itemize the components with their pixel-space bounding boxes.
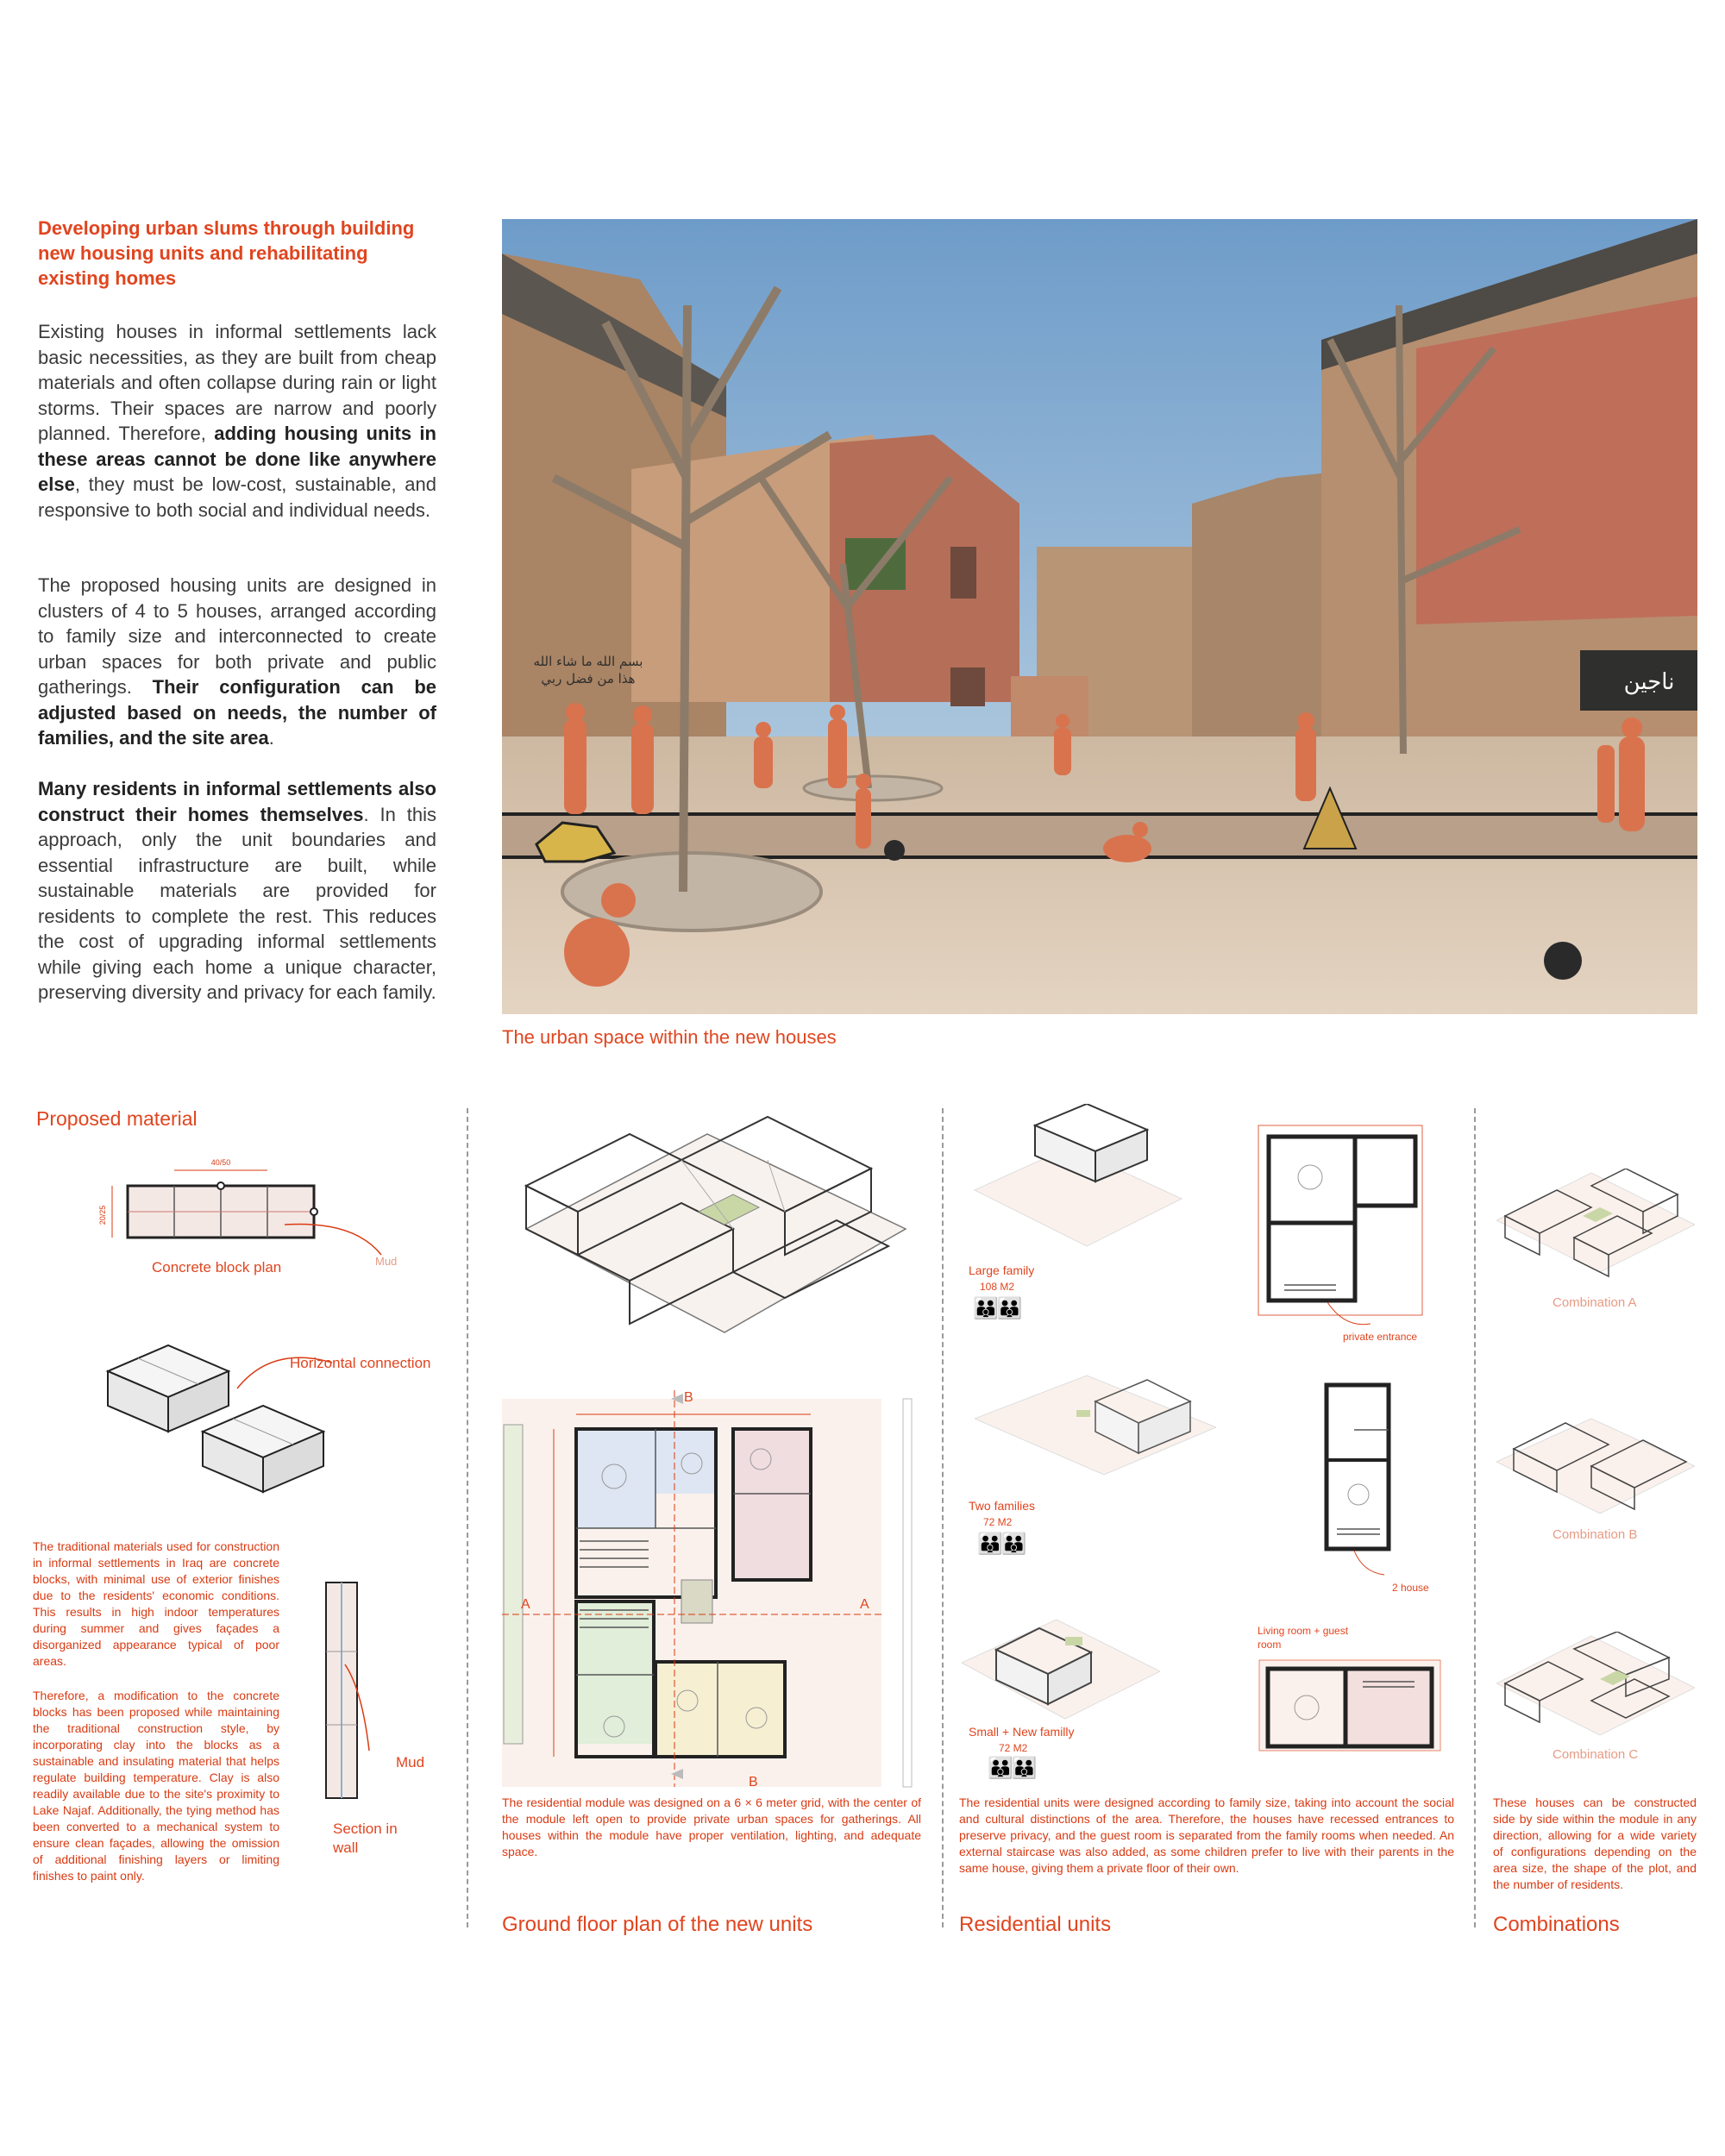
- material-body-1: The traditional materials used for construction in informal settlements in Iraq are concrete blocks, with minimal use of exterior finishes due to the residents' economic conditions. This results in high indoor temperatures during summer and gives façades a disorganized appearance typical of poor areas.: [33, 1539, 279, 1668]
- material-title: Proposed material: [36, 1107, 198, 1130]
- living-room-label: Living room + guest room: [1258, 1625, 1349, 1651]
- urban-space-render: [502, 219, 1697, 1014]
- large-family-area: 108 M2: [980, 1281, 1015, 1293]
- section-label-b-top: B: [684, 1390, 693, 1405]
- left-window: [950, 547, 976, 599]
- two-families-plan: [1311, 1378, 1414, 1576]
- two-families-isometric: [975, 1367, 1216, 1496]
- lattice-wall: [1011, 676, 1088, 745]
- section-label-a-left: A: [521, 1597, 530, 1612]
- private-entrance-label: private entrance: [1343, 1331, 1418, 1343]
- right-building-red: [1416, 297, 1697, 624]
- tree-planter-center: [804, 776, 942, 800]
- ground-floor-plan-drawing: [502, 1390, 916, 1796]
- small-family-plan: [1251, 1647, 1449, 1764]
- combinations-description: These houses can be constructed side by side within the module in any direction, allowing for a wide variety of configurations depending on the area size, the shape of the plot, and the number of residents.: [1493, 1796, 1697, 1891]
- combination-b-label: Combination B: [1552, 1527, 1638, 1542]
- small-family-isometric: [962, 1611, 1160, 1732]
- section-label-a-right: A: [860, 1597, 869, 1612]
- wall-calligraphy-2: هذا من فضل ربي: [541, 671, 636, 686]
- combination-a-drawing: [1496, 1169, 1695, 1298]
- column-separator-1: [467, 1108, 468, 1927]
- combination-c-drawing: [1496, 1632, 1695, 1752]
- large-family-plan: [1250, 1112, 1431, 1328]
- family-icon-large: 👪👪: [973, 1297, 1021, 1320]
- mud-label: Mud: [396, 1754, 425, 1771]
- render-caption: The urban space within the new houses: [502, 1026, 837, 1048]
- two-house-label: 2 house: [1392, 1582, 1429, 1594]
- family-icon-small: 👪👪: [988, 1757, 1036, 1780]
- intro-title: Developing urban slums through building new housing units and rehabilitating existing homes: [38, 217, 415, 289]
- combination-a-label: Combination A: [1552, 1295, 1637, 1310]
- concrete-block-plan-label: Concrete block plan: [152, 1259, 282, 1275]
- two-families-area: 72 M2: [983, 1516, 1013, 1528]
- intro-p2-text-end: .: [268, 727, 274, 749]
- intro-paragraph-2: [38, 573, 436, 751]
- wall-calligraphy-1: بسم الله ما شاء الله: [533, 654, 643, 669]
- intro-p1-text-end: , they must be low-cost, sustainable, and responsive to both social and individual needs.: [38, 473, 436, 521]
- family-icon-two: 👪👪: [977, 1532, 1026, 1556]
- intro-p3-bold: Many residents in informal settlements also construct their homes themselves: [38, 778, 436, 825]
- units-title: Residential units: [959, 1913, 1112, 1936]
- intro-p3-text: . In this approach, only the unit boundaries and essential infrastructure are built, while sustainable materials are provided for residents to complete the rest. This reduces the cost of upgrading informal settlements while giving each home a unique character, preserving diversity and privacy for each family.: [38, 803, 436, 1003]
- combination-c-label: Combination C: [1552, 1747, 1639, 1762]
- section-label-b-bottom: B: [749, 1775, 758, 1789]
- column-separator-3: [1474, 1108, 1476, 1927]
- large-family-label: Large family: [969, 1263, 1035, 1277]
- intro-p1-bold: adding housing units in these areas cannot be done like anywhere else: [38, 423, 436, 495]
- wall-section-drawing: [319, 1578, 371, 1802]
- two-families-label: Two families: [969, 1499, 1036, 1513]
- column-separator-2: [942, 1108, 944, 1927]
- small-family-area: 72 M2: [999, 1742, 1028, 1754]
- units-description: The residential units were designed according to family size, taking into account the social and cultural distinctions of the area. Therefore, the houses have recessed entrances to preserve privacy, and the guest room is separated from the family rooms when needed. An external staircase was also added, as some children prefer to live with their parents in the same house, giving them a private floor of their own.: [959, 1796, 1454, 1875]
- right-banner-text: ناجين: [1623, 669, 1675, 695]
- concrete-block-plan-drawing: [86, 1151, 414, 1272]
- intro-p1-text: Existing houses in informal settlements lack basic necessities, as they are built from cheap materials and often collapse during rain or light storms. Their spaces are narrow and poorly planned. Therefore,: [38, 321, 436, 444]
- mud-label-small: Mud: [375, 1255, 398, 1268]
- football-2: [884, 840, 905, 861]
- horizontal-connection-label: Horizontal connection: [290, 1355, 431, 1371]
- intro-p2-text: The proposed housing units are designed in clusters of 4 to 5 houses, arranged according to family size and interconnected to create urban spaces for both private and public gatherings.: [38, 574, 436, 698]
- intro-paragraph-1: [38, 319, 436, 523]
- floorplan-title: Ground floor plan of the new units: [502, 1913, 813, 1936]
- left-door: [950, 667, 985, 706]
- football-1: [1544, 942, 1582, 980]
- module-isometric-drawing: [509, 1108, 923, 1350]
- combinations-title: Combinations: [1493, 1913, 1620, 1936]
- block-dim-side: 20/25: [98, 1205, 107, 1225]
- combination-b-drawing: [1496, 1414, 1695, 1526]
- small-family-label: Small + New familly: [969, 1725, 1075, 1739]
- intro-paragraph-3: [38, 776, 436, 1006]
- large-family-isometric: [966, 1104, 1190, 1250]
- section-in-wall-label: Section in wall: [333, 1821, 398, 1856]
- intro-p2-bold: Their configuration can be adjusted based on needs, the number of families, and the site area: [38, 676, 437, 749]
- block-dim-top: 40/50: [210, 1158, 231, 1167]
- floorplan-description: The residential module was designed on a 6 × 6 meter grid, with the center of the module left open to provide private urban spaces for gatherings. All houses within the module have proper ventilation, lighting, and adequate space.: [502, 1796, 921, 1858]
- material-body-2: Therefore, a modification to the concrete blocks has been proposed while maintaining the traditional construction style, by incorporating clay into the blocks as a sustainable and insulating material that helps regulate building temperature. Clay is also readily available due to the site's proximity to Lake Najaf. Additionally, the tying method has been converted to a mechanical system to ensure clean façades, allowing the omission of additional finishing layers or limiting finishes to paint only.: [33, 1689, 279, 1883]
